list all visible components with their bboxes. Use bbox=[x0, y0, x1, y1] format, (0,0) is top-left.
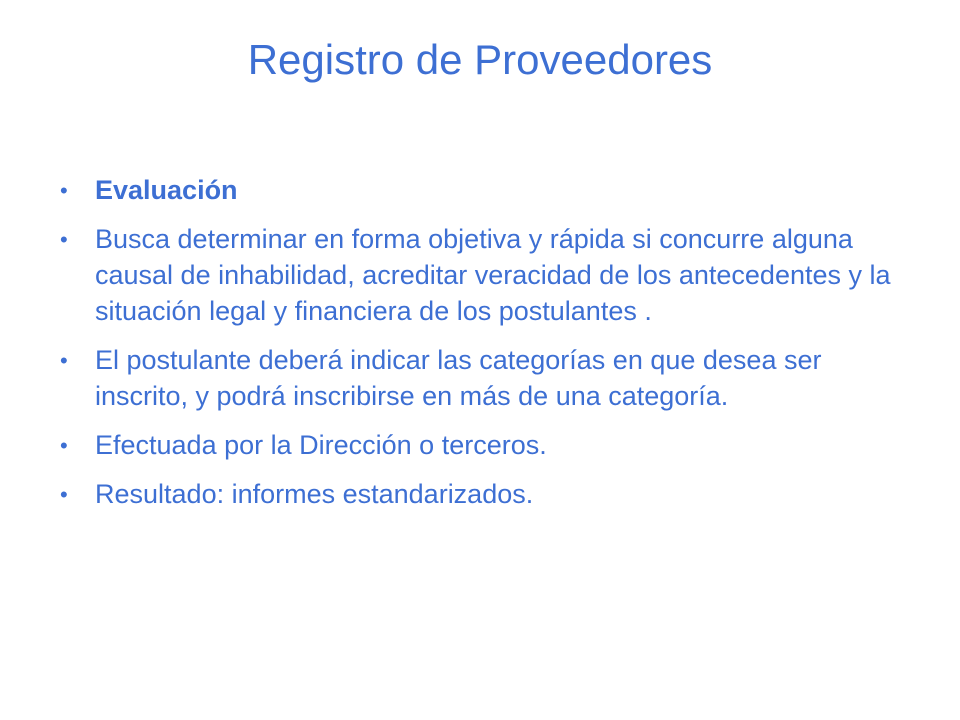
bullet-item-evaluacion bbox=[58, 172, 898, 208]
bullet-icon: • bbox=[60, 348, 68, 373]
bullet-text: Busca determinar en forma objetiva y rápida si concurre alguna causal de inhabilidad, acreditar veracidad de los antecedentes y la situación legal y financiera de los postulantes . bbox=[95, 224, 891, 326]
bullet-icon: • bbox=[60, 433, 68, 458]
bullet-item-resultado bbox=[58, 476, 898, 512]
bullet-icon: • bbox=[60, 227, 68, 252]
slide-title: Registro de Proveedores bbox=[247, 36, 713, 83]
bullet-list bbox=[58, 172, 898, 525]
bullet-item-busca bbox=[58, 221, 898, 329]
bullet-text: Evaluación bbox=[95, 175, 238, 205]
bullet-text: Resultado: informes estandarizados. bbox=[95, 479, 534, 509]
bullet-icon: • bbox=[60, 482, 68, 507]
bullet-icon: • bbox=[60, 178, 68, 203]
bullet-text: Efectuada por la Dirección o terceros. bbox=[95, 430, 547, 460]
bullet-item-efectuada bbox=[58, 427, 898, 463]
bullet-item-postulante bbox=[58, 342, 898, 414]
bullet-text: El postulante deberá indicar las categorías en que desea ser inscrito, y podrá inscribirse en más de una categoría. bbox=[95, 345, 822, 411]
